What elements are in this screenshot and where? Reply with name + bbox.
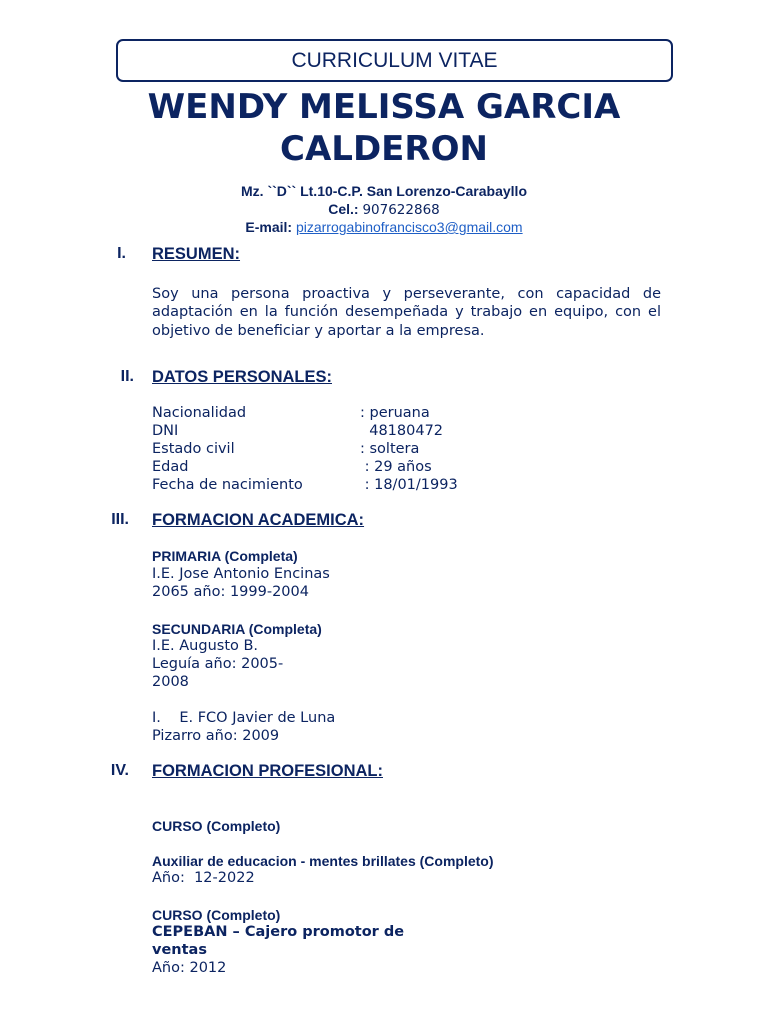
phone-number: 907622868 (362, 202, 440, 218)
curso1-year: Año: 12-2022 (152, 870, 255, 886)
document-title: CURRICULUM VITAE (291, 49, 498, 72)
curso2-heading: CURSO (Completo) (152, 907, 281, 923)
secundaria-years-end: 2008 (152, 674, 189, 690)
primaria-years: 2065 año: 1999-2004 (152, 584, 309, 600)
curso1-heading: CURSO (Completo) (152, 818, 281, 834)
section-title-resumen: RESUMEN: (152, 245, 241, 263)
datos-row-nacionalidad (152, 404, 430, 422)
datos-value: 48180472 (360, 423, 444, 439)
section-title-datos: DATOS PERSONALES: (152, 368, 332, 386)
primaria-school: I.E. Jose Antonio Encinas (152, 566, 330, 582)
secundaria-heading: SECUNDARIA (Completa) (152, 621, 322, 637)
candidate-name (90, 86, 678, 170)
datos-row-edad (152, 458, 432, 476)
otro-years: Pizarro año: 2009 (152, 728, 280, 744)
curso2-year: Año: 2012 (152, 960, 227, 976)
datos-label: Fecha de nacimiento (152, 477, 303, 493)
candidate-name-line2: CALDERON (280, 129, 488, 169)
email (90, 218, 678, 236)
section-number-profesional: IV. (110, 762, 129, 779)
section-number-datos: II. (120, 368, 134, 385)
phone (90, 200, 678, 219)
datos-label: Edad (152, 459, 189, 475)
datos-value: : 18/01/1993 (360, 477, 458, 493)
datos-row-dni (152, 422, 444, 440)
curso2-name-line2: ventas (152, 942, 207, 958)
section-title-profesional: FORMACION PROFESIONAL: (152, 762, 383, 780)
datos-label: Nacionalidad (152, 405, 247, 421)
section-title-academica: FORMACION ACADEMICA: (152, 511, 365, 529)
datos-label: DNI (152, 423, 179, 439)
datos-label: Estado civil (152, 441, 235, 457)
secundaria-school: I.E. Augusto B. (152, 638, 259, 654)
curso1-name: Auxiliar de educacion - mentes brillates (Completo) (152, 853, 494, 869)
document-title-box (116, 39, 673, 82)
datos-row-estado-civil (152, 440, 420, 458)
otro-school: I. E. FCO Javier de Luna (152, 710, 336, 726)
section-number-academica: III. (111, 511, 129, 528)
datos-value: : 29 años (360, 459, 432, 475)
email-label: E-mail: (245, 219, 293, 235)
resumen-text: Soy una persona proactiva y perseverante, con capacidad de adaptación en la función desempeñada y trabajo en equipo, con el objetivo de beneficiar y aportar a la empresa. (152, 286, 661, 339)
address (90, 182, 678, 200)
address-text: Mz. ``D`` Lt.10-C.P. San Lorenzo-Carabayllo (241, 183, 527, 199)
section-number-resumen: I. (117, 245, 126, 262)
email-link[interactable]: pizarrogabinofrancisco3@gmail.com (295, 219, 523, 235)
phone-label: Cel.: (328, 201, 359, 217)
curso2-name-line1: CEPEBAN – Cajero promotor de (152, 924, 405, 940)
candidate-name-line1: WENDY MELISSA GARCIA (147, 87, 621, 127)
datos-row-fecha-nacimiento (152, 476, 458, 494)
datos-value: : soltera (360, 441, 420, 457)
secundaria-years: Leguía año: 2005- (152, 656, 284, 672)
primaria-heading: PRIMARIA (Completa) (152, 548, 298, 564)
datos-value: : peruana (360, 405, 430, 421)
